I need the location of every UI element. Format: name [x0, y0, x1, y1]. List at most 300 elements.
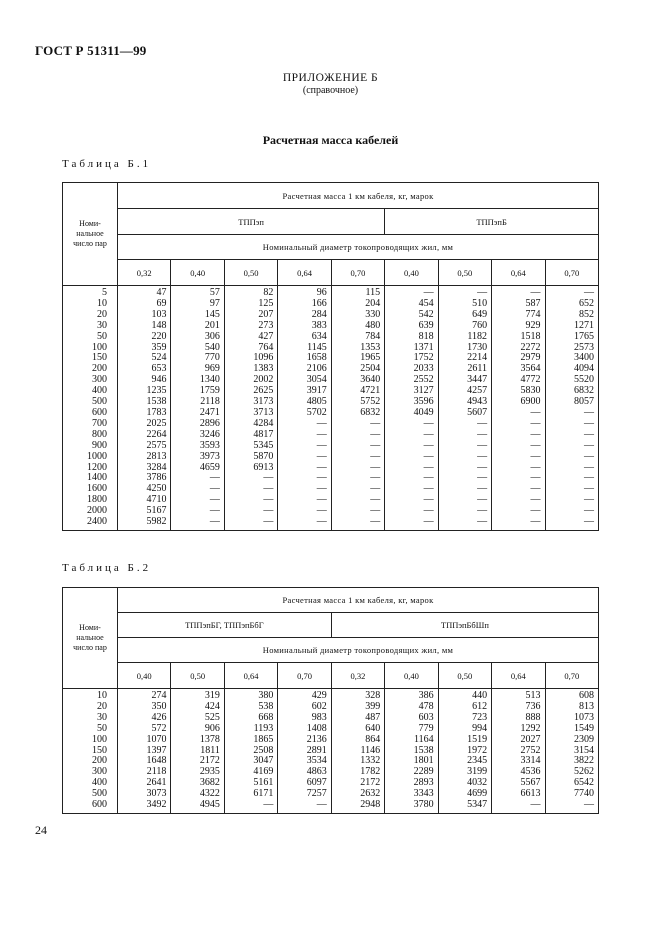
diameter-header: 0,50	[438, 260, 491, 286]
mass-value-cell: 47	[156, 287, 167, 298]
mass-value-cell: —	[584, 439, 594, 451]
pair-count-cell: 100	[92, 341, 107, 353]
mass-value-cell: —	[209, 483, 220, 495]
mass-value-cell: —	[423, 417, 434, 429]
mass-value-cell: 97	[209, 297, 220, 309]
mass-value-cell: 3492	[146, 799, 167, 811]
mass-value-cell: 3447	[467, 374, 488, 386]
mass-value-cell: 1378	[199, 733, 220, 745]
mass-value-cell: 542	[418, 308, 434, 320]
mass-value-cell: 603	[418, 711, 434, 723]
mass-value-cell: 5702	[306, 406, 327, 418]
mass-value-cell: —	[477, 516, 488, 528]
mass-value-cell: —	[316, 461, 327, 473]
mass-value-cell: 813	[579, 700, 594, 712]
mass-value-cell: —	[423, 461, 434, 473]
mass-value-cell: 1538	[413, 744, 434, 756]
mass-value-cell: 983	[311, 711, 327, 723]
row-header-line-3: число пар	[73, 239, 107, 248]
mass-value-cell: 145	[204, 308, 220, 320]
mass-value-cell: 148	[151, 319, 167, 331]
mass-value-cell: —	[477, 417, 488, 429]
mass-value-cell: —	[584, 287, 594, 298]
data-column	[545, 689, 599, 814]
pair-count-cell: 30	[97, 711, 107, 723]
pairs-column	[63, 286, 118, 531]
mass-value-cell: —	[477, 472, 488, 484]
mass-value-cell: 5520	[574, 374, 594, 386]
pair-count-cell: 50	[97, 722, 107, 734]
mass-value-cell: 319	[204, 690, 220, 701]
mass-value-cell: 1549	[574, 722, 594, 734]
pair-count-cell: 300	[92, 766, 107, 778]
mass-value-cell: 2611	[467, 363, 488, 375]
mass-value-cell: 994	[472, 722, 488, 734]
mass-value-cell: —	[530, 450, 541, 462]
annex-subtitle: (справочное)	[302, 85, 359, 96]
mass-value-cell: 774	[525, 308, 541, 320]
data-column	[545, 286, 599, 531]
mass-value-cell: 4536	[520, 766, 541, 778]
diameter-header: 0,50	[224, 260, 277, 286]
mass-value-cell: 3564	[520, 363, 541, 375]
mass-value-cell: —	[477, 287, 488, 298]
mass-value-cell: —	[370, 494, 381, 506]
pair-count-cell: 20	[97, 700, 107, 712]
mass-value-cell: 7257	[306, 788, 327, 800]
mass-value-cell: —	[316, 505, 327, 517]
row-header-line-3: число пар	[73, 643, 107, 652]
mass-value-cell: 1801	[413, 755, 434, 767]
mass-value-cell: 1073	[574, 711, 594, 723]
mass-value-cell: —	[370, 516, 381, 528]
mass-value-cell: 906	[204, 722, 220, 734]
data-column	[118, 689, 171, 814]
mass-value-cell: 639	[418, 319, 434, 331]
mass-value-cell: —	[477, 494, 488, 506]
pair-count-cell: 600	[92, 406, 107, 418]
mass-value-cell: 3822	[574, 755, 594, 767]
mass-value-cell: —	[316, 494, 327, 506]
mass-value-cell: 5607	[467, 406, 488, 418]
mass-value-cell: 480	[365, 319, 381, 331]
data-column	[224, 286, 277, 531]
mass-value-cell: 969	[204, 363, 220, 375]
mass-value-cell: —	[530, 799, 541, 811]
mass-value-cell: 3173	[253, 396, 274, 408]
mass-value-cell: 2118	[146, 766, 167, 778]
mass-value-cell: 1408	[306, 722, 327, 734]
mass-value-cell: —	[584, 472, 594, 484]
section-title: Расчетная масса кабелей	[262, 133, 399, 147]
mass-value-cell: —	[316, 439, 327, 451]
mass-value-cell: 5167	[146, 505, 167, 517]
mass-value-cell: 1371	[413, 341, 434, 353]
mass-value-cell: 3127	[413, 385, 434, 397]
mass-value-cell: —	[316, 472, 327, 484]
mass-value-cell: 1648	[146, 755, 167, 767]
diameter-header: 0,32	[331, 663, 384, 689]
mass-value-cell: 201	[204, 319, 220, 331]
mass-value-cell: —	[584, 428, 594, 440]
pair-count-cell: 150	[92, 744, 107, 756]
mass-value-cell: 510	[472, 297, 488, 309]
pair-count-cell: 10	[97, 297, 107, 309]
mass-value-cell: —	[584, 799, 594, 811]
mass-value-cell: 1383	[253, 363, 274, 375]
mass-value-cell: 784	[365, 330, 381, 342]
data-column	[171, 689, 224, 814]
pair-count-cell: 200	[92, 755, 107, 767]
mass-value-cell: —	[209, 494, 220, 506]
mass-value-cell: —	[316, 450, 327, 462]
mass-value-cell: 4094	[574, 363, 594, 375]
mass-value-cell: 2752	[520, 744, 541, 756]
mass-value-cell: 284	[311, 308, 327, 320]
group-header: ТППэпБ	[385, 209, 599, 235]
mass-value-cell: 4710	[146, 494, 167, 506]
mass-value-cell: 4169	[253, 766, 274, 778]
row-header-line-1: Номи-	[79, 623, 101, 632]
mass-value-cell: 82	[263, 287, 274, 298]
mass-value-cell: —	[423, 516, 434, 528]
mass-value-cell: 538	[258, 700, 274, 712]
mass-value-cell: 2172	[199, 755, 220, 767]
mass-value-cell: —	[530, 417, 541, 429]
diameter-header: 0,40	[385, 260, 438, 286]
mass-value-cell: 204	[365, 297, 381, 309]
pair-count-cell: 10	[97, 690, 107, 701]
mass-value-cell: 6613	[520, 788, 541, 800]
mass-value-cell: 736	[525, 700, 541, 712]
mass-value-cell: 6913	[253, 461, 274, 473]
mass-value-cell: 3682	[199, 777, 220, 789]
mass-value-cell: —	[530, 483, 541, 495]
mass-value-cell: 525	[204, 711, 220, 723]
diameter-subheader: Номинальный диаметр токопроводящих жил, мм	[118, 638, 599, 663]
diameter-subheader: Номинальный диаметр токопроводящих жил, мм	[118, 235, 599, 260]
mass-value-cell: 4699	[467, 788, 488, 800]
mass-value-cell: 3973	[199, 450, 220, 462]
mass-value-cell: 8057	[574, 396, 594, 408]
mass-value-cell: —	[477, 450, 488, 462]
mass-value-cell: 4943	[467, 396, 488, 408]
mass-value-cell: 3284	[146, 461, 167, 473]
mass-value-cell: —	[477, 461, 488, 473]
mass-value-cell: 2893	[413, 777, 434, 789]
mass-value-cell: 1353	[360, 341, 381, 353]
mass-value-cell: 770	[204, 352, 220, 364]
mass-value-cell: 103	[151, 308, 167, 320]
mass-value-cell: 3640	[360, 374, 381, 386]
mass-value-cell: 1340	[199, 374, 220, 386]
diameter-header: 0,40	[171, 260, 224, 286]
pair-count-cell: 600	[92, 799, 107, 811]
mass-value-cell: —	[370, 505, 381, 517]
diameter-header: 0,64	[278, 260, 331, 286]
mass-value-cell: 4721	[360, 385, 381, 397]
mass-value-cell: 1811	[200, 744, 220, 756]
pair-count-cell: 500	[92, 396, 107, 408]
mass-value-cell: —	[423, 472, 434, 484]
pairs-column	[63, 689, 118, 814]
mass-value-cell: 4322	[199, 788, 220, 800]
mass-value-cell: 2508	[253, 744, 274, 756]
mass-value-cell: 2948	[360, 799, 381, 811]
data-column	[224, 689, 277, 814]
mass-value-cell: 5347	[467, 799, 488, 811]
mass-value-cell: 1271	[574, 319, 594, 331]
mass-value-cell: —	[370, 439, 381, 451]
mass-value-cell: 350	[151, 700, 167, 712]
mass-value-cell: 6832	[360, 406, 381, 418]
mass-value-cell: 1193	[253, 722, 274, 734]
mass-value-cell: —	[530, 406, 541, 418]
mass-value-cell: 274	[151, 690, 167, 701]
mass-value-cell: 1070	[146, 733, 167, 745]
mass-value-cell: 540	[204, 341, 220, 353]
mass-value-cell: 3400	[574, 352, 594, 364]
mass-value-cell: 4817	[253, 428, 274, 440]
pair-count-cell: 700	[92, 417, 107, 429]
mass-value-cell: 478	[418, 700, 434, 712]
mass-value-cell: 652	[579, 297, 594, 309]
mass-value-cell: —	[530, 505, 541, 517]
mass-value-cell: 3199	[467, 766, 488, 778]
mass-value-cell: —	[370, 483, 381, 495]
mass-value-cell: 2214	[467, 352, 488, 364]
mass-value-cell: 5567	[520, 777, 541, 789]
row-header-line-2: нальное	[76, 229, 104, 238]
mass-value-cell: —	[477, 428, 488, 440]
mass-value-cell: 330	[365, 308, 381, 320]
mass-value-cell: 5262	[574, 766, 594, 778]
mass-value-cell: 2504	[360, 363, 381, 375]
annex-title: ПРИЛОЖЕНИЕ Б	[282, 72, 379, 84]
mass-value-cell: 929	[525, 319, 541, 331]
mass-value-cell: 5870	[253, 450, 274, 462]
data-column	[278, 286, 331, 531]
mass-value-cell: —	[584, 417, 594, 429]
mass-value-cell: 2264	[146, 428, 167, 440]
pair-count-cell: 150	[92, 352, 107, 364]
mass-value-cell: 5752	[360, 396, 381, 408]
mass-value-cell: 57	[209, 287, 220, 298]
mass-value-cell: —	[423, 439, 434, 451]
mass-value-cell: 3047	[253, 755, 274, 767]
pair-count-cell: 400	[92, 385, 107, 397]
mass-value-cell: —	[530, 516, 541, 528]
diameter-header: 0,70	[545, 663, 599, 689]
mass-value-cell: 649	[472, 308, 488, 320]
mass-value-cell: 380	[258, 690, 274, 701]
mass-value-cell: 1182	[467, 330, 488, 342]
mass-value-cell: 2106	[306, 363, 327, 375]
mass-value-cell: —	[423, 483, 434, 495]
mass-value-cell: —	[263, 505, 274, 517]
mass-value-cell: 487	[365, 711, 381, 723]
table-2-caption: Таблица Б.2	[62, 562, 152, 574]
mass-value-cell: 4805	[306, 396, 327, 408]
mass-value-cell: 3246	[199, 428, 220, 440]
table-2	[62, 587, 599, 814]
pair-count-cell: 900	[92, 439, 107, 451]
mass-value-cell: —	[423, 287, 434, 298]
mass-value-cell: —	[530, 439, 541, 451]
mass-value-cell: 4257	[467, 385, 488, 397]
mass-value-cell: —	[423, 494, 434, 506]
mass-value-cell: 1096	[253, 352, 274, 364]
mass-value-cell: —	[477, 439, 488, 451]
mass-value-cell: 2896	[199, 417, 220, 429]
mass-value-cell: 2345	[467, 755, 488, 767]
group-header: ТППэпБГ, ТППэпБбГ	[118, 613, 332, 638]
data-column	[438, 689, 491, 814]
mass-value-cell: 115	[365, 287, 381, 298]
mass-value-cell: 386	[418, 690, 434, 701]
mass-value-cell: 2575	[146, 439, 167, 451]
row-header-line-2: нальное	[76, 633, 104, 642]
mass-value-cell: 2027	[520, 733, 541, 745]
mass-value-cell: —	[530, 287, 541, 298]
diameter-header: 0,32	[118, 260, 171, 286]
mass-value-cell: 2289	[413, 766, 434, 778]
mass-value-cell: —	[316, 428, 327, 440]
mass-value-cell: —	[370, 461, 381, 473]
mass-value-cell: 4250	[146, 483, 167, 495]
mass-value-cell: 2002	[253, 374, 274, 386]
mass-value-cell: 1658	[306, 352, 327, 364]
mass-value-cell: 3917	[306, 385, 327, 397]
mass-value-cell: 1145	[307, 341, 327, 353]
mass-value-cell: —	[263, 799, 274, 811]
pair-count-cell: 800	[92, 428, 107, 440]
mass-value-cell: 1164	[413, 733, 434, 745]
mass-value-cell: 125	[258, 297, 274, 309]
mass-value-cell: —	[477, 505, 488, 517]
mass-value-cell: —	[263, 472, 274, 484]
mass-value-cell: 5830	[520, 385, 541, 397]
mass-value-cell: —	[370, 472, 381, 484]
mass-value-cell: 440	[472, 690, 488, 701]
diameter-header: 0,64	[224, 663, 277, 689]
mass-value-cell: 2632	[360, 788, 381, 800]
mass-value-cell: 760	[472, 319, 488, 331]
mass-value-cell: —	[370, 428, 381, 440]
pair-count-cell: 100	[92, 733, 107, 745]
data-column	[385, 689, 438, 814]
mass-value-cell: —	[584, 505, 594, 517]
data-column	[278, 689, 331, 814]
data-column	[492, 286, 545, 531]
mass-value-cell: 328	[365, 690, 381, 701]
mass-value-cell: 2172	[360, 777, 381, 789]
mass-value-cell: 399	[365, 700, 381, 712]
mass-value-cell: 207	[258, 308, 274, 320]
mass-value-cell: 2813	[146, 450, 167, 462]
mass-value-cell: —	[530, 494, 541, 506]
mass-value-cell: 1519	[467, 733, 488, 745]
mass-value-cell: 1146	[360, 744, 381, 756]
mass-value-cell: 5345	[253, 439, 274, 451]
mass-value-cell: 1292	[520, 722, 541, 734]
mass-value-cell: 4945	[199, 799, 220, 811]
mass-value-cell: —	[584, 406, 594, 418]
mass-value-cell: 454	[418, 297, 434, 309]
mass-value-cell: 3786	[146, 472, 167, 484]
mass-value-cell: —	[316, 483, 327, 495]
mass-value-cell: 864	[365, 733, 381, 745]
mass-value-cell: 572	[151, 722, 167, 734]
mass-value-cell: 818	[418, 330, 434, 342]
mass-value-cell: 2136	[306, 733, 327, 745]
mass-value-cell: 608	[579, 690, 594, 701]
mass-value-cell: —	[584, 494, 594, 506]
mass-value-cell: 888	[525, 711, 541, 723]
data-column	[438, 286, 491, 531]
mass-value-cell: 779	[418, 722, 434, 734]
mass-value-cell: 273	[258, 319, 274, 331]
mass-value-cell: 426	[151, 711, 167, 723]
data-column	[331, 286, 384, 531]
mass-value-cell: 3534	[306, 755, 327, 767]
pair-count-cell: 5	[102, 287, 107, 298]
diameter-header: 0,50	[438, 663, 491, 689]
pair-count-cell: 2400	[87, 516, 107, 528]
mass-value-cell: 1518	[520, 330, 541, 342]
mass-value-cell: 6900	[520, 396, 541, 408]
mass-value-cell: 587	[525, 297, 541, 309]
mass-value-cell: 4863	[306, 766, 327, 778]
mass-value-cell: —	[316, 516, 327, 528]
row-header	[63, 183, 118, 286]
mass-value-cell: 513	[525, 690, 541, 701]
mass-value-cell: 3054	[306, 374, 327, 386]
mass-value-cell: 3073	[146, 788, 167, 800]
group-header: ТППэп	[118, 209, 385, 235]
mass-value-cell: 2573	[574, 341, 594, 353]
mass-value-cell: —	[530, 461, 541, 473]
mass-value-cell: 1783	[146, 406, 167, 418]
diameter-header: 0,70	[545, 260, 599, 286]
mass-value-cell: 1759	[199, 385, 220, 397]
mass-value-cell: 602	[311, 700, 327, 712]
pair-count-cell: 50	[97, 330, 107, 342]
mass-value-cell: 359	[151, 341, 167, 353]
mass-value-cell: 3343	[413, 788, 434, 800]
mass-value-cell: 3154	[574, 744, 594, 756]
diameter-header: 0,40	[385, 663, 438, 689]
mass-value-cell: 220	[151, 330, 167, 342]
mass-value-cell: 2935	[199, 766, 220, 778]
pair-count-cell: 500	[92, 788, 107, 800]
table-1	[62, 182, 599, 531]
table-1-caption: Таблица Б.1	[62, 158, 152, 170]
mass-value-cell: 640	[365, 722, 381, 734]
mass-value-cell: 946	[151, 374, 167, 386]
mass-value-cell: 5161	[253, 777, 274, 789]
mass-value-cell: 4284	[253, 417, 274, 429]
mass-value-cell: 6097	[306, 777, 327, 789]
mass-value-cell: 2272	[520, 341, 541, 353]
diameter-header: 0,50	[171, 663, 224, 689]
mass-value-cell: —	[209, 472, 220, 484]
mass-value-cell: 1972	[467, 744, 488, 756]
mass-value-cell: —	[530, 472, 541, 484]
mass-value-cell: 3314	[520, 755, 541, 767]
mass-value-cell: 2979	[520, 352, 541, 364]
mass-value-cell: 612	[472, 700, 488, 712]
